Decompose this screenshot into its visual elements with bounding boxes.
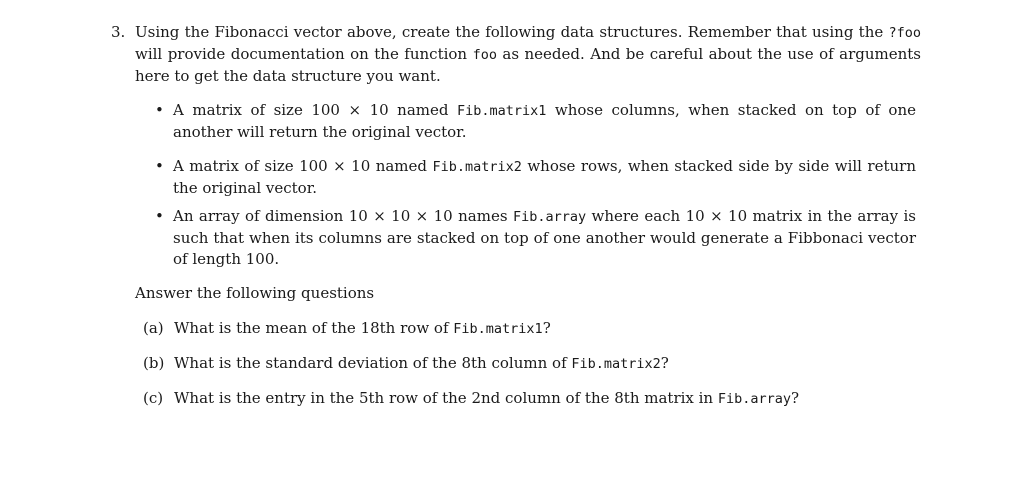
- intro-code-foo-help: ?foo: [888, 25, 921, 41]
- bullet-dot-icon: •: [155, 207, 164, 225]
- bullet-text-post: where each 10 × 10 matrix in the array is such that when its columns are stacked on top of one another would generate a Fibbonaci vector of length 100.: [173, 207, 916, 268]
- bullet-text-pre: A matrix of size 100 × 10 named: [173, 101, 457, 119]
- question-c: [143, 388, 883, 410]
- problem-body: [135, 22, 921, 268]
- bullet-fib-matrix2: [155, 156, 916, 199]
- bullet-fib-array: [155, 206, 916, 270]
- question-text-pre: What is the standard deviation of the 8th column of: [174, 354, 572, 372]
- bullet-text-pre: A matrix of size 100 × 10 named: [173, 157, 433, 175]
- question-label: (b): [143, 354, 165, 372]
- question-text-post: ?: [791, 389, 800, 407]
- question-text-post: ?: [542, 319, 551, 337]
- bullet-fib-matrix1: [155, 100, 916, 143]
- bullet-text-post: whose columns, when stacked on top of one another will return the original vector.: [173, 101, 916, 141]
- intro-code-foo: foo: [472, 47, 497, 63]
- question-code: Fib.matrix1: [453, 321, 543, 337]
- intro-text-3: as needed. And be careful about the use of arguments here to get the data structure you want.: [135, 45, 921, 85]
- bullet-dot-icon: •: [155, 101, 164, 119]
- bullet-code: Fib.array: [512, 209, 587, 225]
- bullet-dot-icon: •: [155, 157, 164, 175]
- question-text-pre: What is the mean of the 18th row of: [174, 319, 454, 337]
- problem-intro: [135, 22, 921, 87]
- bullet-code: Fib.matrix1: [456, 103, 547, 119]
- question-label: (c): [143, 389, 164, 407]
- bullet-text-pre: An array of dimension 10 × 10 × 10 names: [173, 207, 513, 225]
- question-label: (a): [143, 319, 164, 337]
- question-code: Fib.array: [717, 391, 792, 407]
- question-a: [143, 318, 883, 340]
- answer-heading: Answer the following questions: [135, 284, 375, 302]
- question-text-post: ?: [660, 354, 669, 372]
- bullet-text-post: whose rows, when stacked side by side will return the original vector.: [173, 157, 916, 197]
- bullet-code: Fib.matrix2: [432, 159, 522, 175]
- question-text-pre: What is the entry in the 5th row of the 2nd column of the 8th matrix in: [174, 389, 718, 407]
- intro-text-1: Using the Fibonacci vector above, create the following data structures. Remember that using the: [135, 23, 889, 41]
- problem-number: 3.: [111, 23, 126, 41]
- question-code: Fib.matrix2: [571, 356, 661, 372]
- problem-3: [111, 22, 921, 407]
- problem-header-row: [111, 22, 921, 268]
- intro-text-2: will provide documentation on the function: [135, 45, 473, 63]
- question-b: [143, 353, 883, 375]
